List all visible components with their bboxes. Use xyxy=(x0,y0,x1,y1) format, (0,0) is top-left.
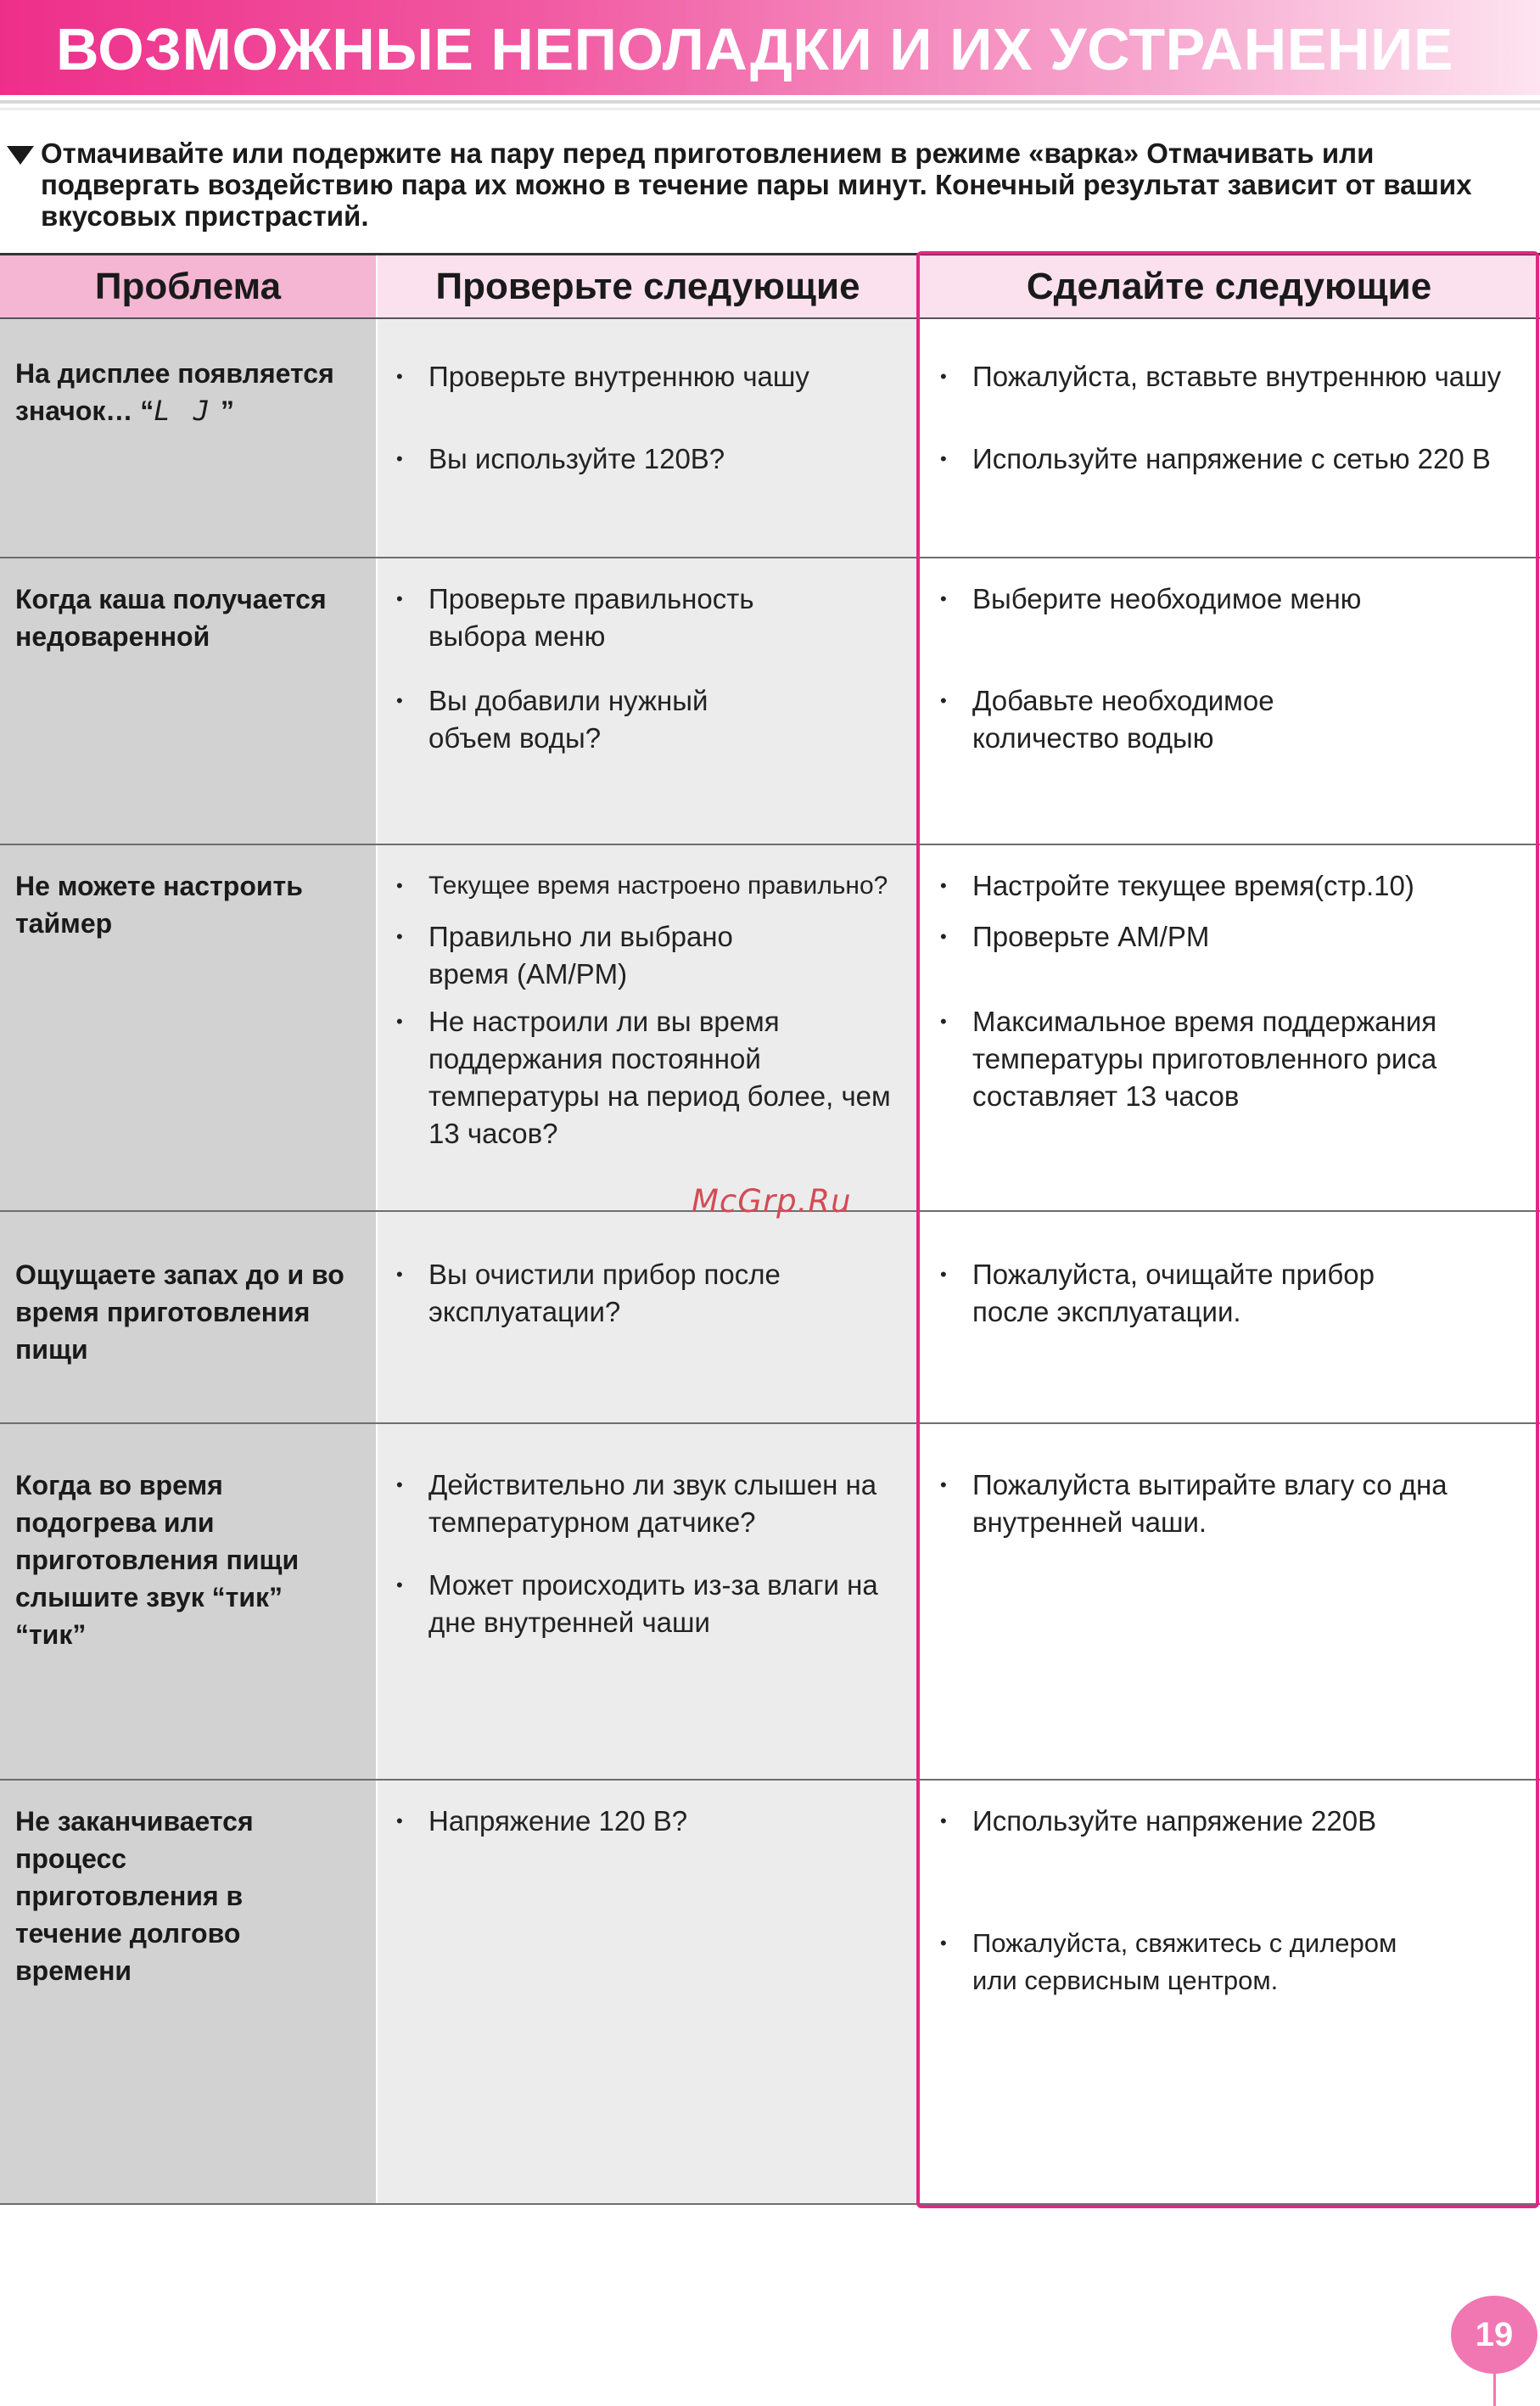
bullet-icon: • xyxy=(396,366,403,387)
column-header-problem: Проблема xyxy=(0,255,376,317)
check-item xyxy=(396,1003,891,1153)
bullet-icon: • xyxy=(940,1474,947,1495)
check-item-text: Текущее время настроено правильно? xyxy=(428,872,888,900)
bullet-icon: • xyxy=(396,1011,403,1032)
check-item-text: Вы добавили нужный объем воды? xyxy=(428,685,708,754)
page-number-tail xyxy=(1493,2374,1496,2406)
problem-text: Не заканчивается процесс приготовления в течение долгово времени xyxy=(15,1806,254,1986)
bullet-icon: • xyxy=(940,448,947,469)
action-item xyxy=(940,1256,1431,1331)
bullet-icon: • xyxy=(940,875,947,896)
problem-cell xyxy=(0,1424,376,1781)
action-item xyxy=(940,1003,1473,1115)
watermark: McGrp.Ru xyxy=(692,1183,852,1220)
problem-cell xyxy=(0,1781,376,2205)
action-item xyxy=(940,440,1532,478)
action-item xyxy=(940,580,1532,618)
page-number: 19 xyxy=(1451,2296,1537,2374)
check-item-text: Может происходить из-за влаги на дне внутренней чаши xyxy=(428,1569,878,1638)
bullet-icon: • xyxy=(940,1932,947,1954)
action-item-text: Используйте напряжение с сетью 220 В xyxy=(972,443,1491,474)
bullet-icon: • xyxy=(396,926,403,947)
check-item xyxy=(396,867,921,905)
problem-text-part: ” xyxy=(213,395,234,426)
problem-cell xyxy=(0,558,376,845)
action-cell xyxy=(918,1781,1540,2205)
table-row xyxy=(0,319,1540,558)
check-item-text: Не настроили ли вы время поддержания постоянной температуры на период более, чем 13 часов? xyxy=(428,1006,891,1149)
check-item-text: Проверьте внутреннюю чашу xyxy=(428,361,809,392)
check-cell xyxy=(378,319,918,558)
bullet-icon: • xyxy=(940,690,947,711)
action-item-text: Пожалуйста вытирайте влагу со дна внутренней чаши. xyxy=(972,1469,1448,1538)
bullet-icon: • xyxy=(396,1474,403,1495)
action-item xyxy=(940,1803,1532,1840)
bullet-icon: • xyxy=(396,1574,403,1596)
table-row xyxy=(0,1424,1540,1781)
check-cell xyxy=(378,1212,918,1424)
bullet-icon: • xyxy=(940,1810,947,1831)
bullet-icon: • xyxy=(940,588,947,609)
action-item-text: Выберите необходимое меню xyxy=(972,583,1362,614)
title-rule-secondary xyxy=(0,108,1540,110)
display-error-glyph: L J xyxy=(154,395,214,427)
bullet-icon: • xyxy=(940,926,947,947)
column-header-action: Сделайте следующие xyxy=(918,255,1540,317)
action-cell xyxy=(918,319,1540,558)
bullet-icon: • xyxy=(396,690,403,711)
intro-note xyxy=(7,137,1526,232)
action-item xyxy=(940,867,1532,905)
check-item-text: Действительно ли звук слышен на температурном датчике? xyxy=(428,1469,877,1538)
problem-text: Не можете настроить таймер xyxy=(15,871,303,939)
table-row xyxy=(0,845,1540,1212)
action-cell xyxy=(918,1424,1540,1781)
bullet-icon: • xyxy=(940,366,947,387)
bullet-icon: • xyxy=(396,588,403,609)
check-item xyxy=(396,1467,904,1541)
problem-cell xyxy=(0,845,376,1212)
action-cell xyxy=(918,1212,1540,1424)
check-item-text: Проверьте правильность выбора меню xyxy=(428,583,754,652)
problem-text: Когда каша получается недоваренной xyxy=(15,584,327,652)
check-cell xyxy=(378,1424,918,1781)
action-item xyxy=(940,1925,1431,1999)
action-item-text: Используйте напряжение 220В xyxy=(972,1805,1377,1837)
check-item-text: Напряжение 120 В? xyxy=(428,1805,688,1837)
action-item-text: Пожалуйста, очищайте прибор после эксплуатации. xyxy=(972,1259,1375,1327)
action-item xyxy=(940,682,1337,757)
action-cell xyxy=(918,845,1540,1212)
triangle-down-icon xyxy=(7,146,34,165)
problem-text: Ощущаете запах до и во время приготовления пищи xyxy=(15,1259,344,1365)
bullet-icon: • xyxy=(396,1810,403,1831)
bullet-icon: • xyxy=(396,875,403,896)
check-cell xyxy=(378,558,918,845)
check-cell xyxy=(378,845,918,1212)
title-rule xyxy=(0,100,1540,104)
column-header-check: Проверьте следующие xyxy=(378,255,918,317)
action-item-text: Настройте текущее время(стр.10) xyxy=(972,870,1414,901)
bullet-icon: • xyxy=(396,448,403,469)
check-item xyxy=(396,1256,827,1331)
table-row xyxy=(0,1781,1540,2205)
problem-cell xyxy=(0,319,376,558)
check-item xyxy=(396,682,768,757)
check-item xyxy=(396,358,904,395)
action-item-text: Пожалуйста, вставьте внутреннюю чашу xyxy=(972,361,1502,392)
troubleshooting-table xyxy=(0,253,1540,2205)
check-item xyxy=(396,580,802,655)
table-row xyxy=(0,1212,1540,1424)
check-item xyxy=(396,918,785,993)
check-item xyxy=(396,1567,904,1641)
action-item xyxy=(940,918,1532,956)
action-item-text: Проверьте AM/PM xyxy=(972,921,1210,952)
problem-text-part: На дисплее появляется значок… “ xyxy=(15,358,334,426)
check-item-text: Вы используйте 120В? xyxy=(428,443,725,474)
action-item xyxy=(940,1467,1448,1541)
page-title: ВОЗМОЖНЫЕ НЕПОЛАДКИ И ИХ УСТРАНЕНИЕ xyxy=(56,16,1454,82)
problem-cell xyxy=(0,1212,376,1424)
action-cell xyxy=(918,558,1540,845)
check-item-text: Вы очистили прибор после эксплуатации? xyxy=(428,1259,781,1327)
problem-text xyxy=(15,355,372,429)
check-item xyxy=(396,440,904,478)
check-item-text: Правильно ли выбрано время (AM/PM) xyxy=(428,921,733,990)
bullet-icon: • xyxy=(940,1011,947,1032)
action-item-text: Максимальное время поддержания температуры приготовленного риса составляет 13 часов xyxy=(972,1006,1437,1112)
intro-note-text: Отмачивайте или подержите на пару перед приготовлением в режиме «варка» Отмачивать или подвергать воздействию пара их можно в течение пары минут. Конечный результат зависит от ваших вкусовых пристрастий. xyxy=(41,137,1472,232)
problem-text: Когда во время подогрева или приготовления пищи слышите звук “тик” “тик” xyxy=(15,1470,300,1650)
title-band xyxy=(0,0,1540,95)
bullet-icon: • xyxy=(940,1264,947,1285)
bullet-icon: • xyxy=(396,1264,403,1285)
table-row xyxy=(0,558,1540,845)
table-bottom-rule xyxy=(0,2203,1540,2205)
check-cell xyxy=(378,1781,918,2205)
action-item-text: Добавьте необходимое количество водыю xyxy=(972,685,1274,754)
check-item xyxy=(396,1803,904,1840)
action-item xyxy=(940,358,1532,395)
action-item-text: Пожалуйста, свяжитесь с дилером или сервисным центром. xyxy=(972,1928,1397,1995)
